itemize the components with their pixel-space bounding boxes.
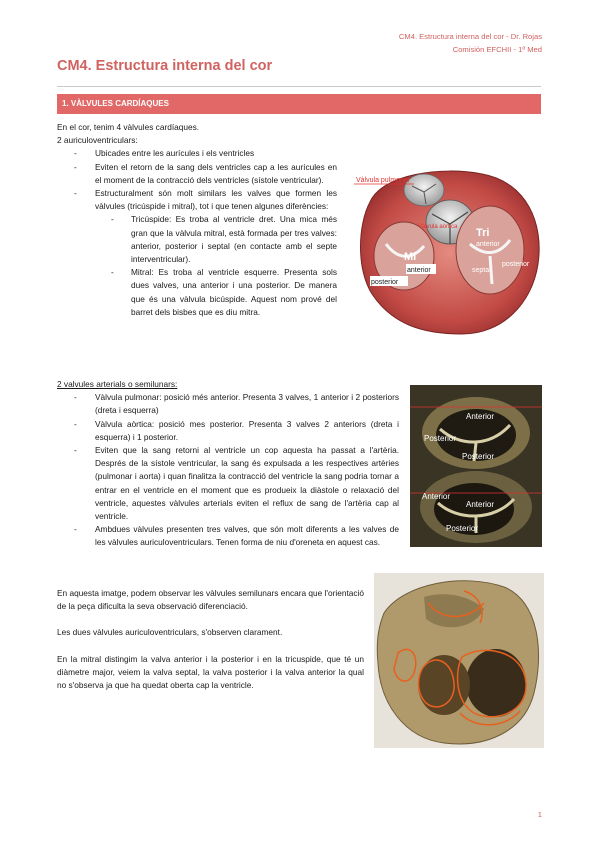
heart-valves-illustration bbox=[352, 164, 542, 336]
label-posterior-right: posterior bbox=[502, 261, 530, 268]
label-septal: septal bbox=[472, 267, 491, 274]
heart-valves-figure bbox=[352, 164, 542, 336]
paragraph: En la mitral distingim la valva anterior i la posterior i en la tricuspide, que té un diàmetre major, veiem la valva septal, la valva posterior i la valva anterior la qual no s'observa ja que ha quedat oberta cap la ventricle. bbox=[57, 653, 364, 691]
specimen-photo bbox=[374, 573, 544, 748]
label-posterior-left: posterior bbox=[371, 279, 399, 286]
semilunar-photo-illustration bbox=[410, 385, 542, 547]
av-sublist bbox=[57, 213, 337, 319]
label-tricuspid: Tri bbox=[476, 227, 490, 239]
running-header bbox=[399, 30, 542, 56]
label-posterior-3: Posterior bbox=[446, 524, 479, 533]
semilunar-valves-photo bbox=[410, 385, 542, 547]
title-divider bbox=[57, 86, 541, 87]
page-number: 1 bbox=[537, 810, 542, 819]
paragraph: En aquesta imatge, podem observar les vàlvules semilunars encara que l'orientació de la peça dificulta la seva observació diferenciació. bbox=[57, 588, 364, 612]
label-anterior-r: Anterior bbox=[466, 500, 495, 509]
list-item: - Vàlvula pulmonar: posició més anterior. Presenta 3 valves, 1 anterior i 2 posteriors (dreta i esquerra) bbox=[57, 391, 399, 417]
semilunar-heading: 2 valvules arterials o semilunars: bbox=[57, 379, 178, 389]
list-item: - Ambdues vàlvules presenten tres valves, que són molt diferents a les valves de les vàlvules auriculoventriculars. Tenen forma de niu d'oreneta en aquest cas. bbox=[57, 523, 399, 549]
list-item: - Vàlvula aòrtica: posició mes posterior. Presenta 3 valves 2 anteriors (dreta i esquerra) i 1 posterior. bbox=[57, 418, 399, 444]
header-line-1: CM4. Estructura interna del cor - Dr. Rojas bbox=[398, 32, 542, 41]
list-item: - Estructuralment són molt similars les valves que formen les vàlvules (tricúspide i mitral), tot i que tenen algunes diferències: bbox=[57, 187, 337, 213]
label-mitral: Mi bbox=[404, 251, 417, 263]
label-anterior-top: Anterior bbox=[466, 412, 495, 421]
page-title: CM4. Estructura interna del cor bbox=[57, 58, 273, 74]
semilunar-list bbox=[57, 391, 399, 549]
header-line-2: Comisión EFCHII - 1º Med bbox=[452, 45, 542, 54]
semilunar-section bbox=[57, 378, 399, 550]
list-item: - Tricúspide: Es troba al ventricle dret. Una mica més gran que la vàlvula mitral, està formada per tres valves: anterior, posterior i septal (en contacte amb el septe interventricular). bbox=[95, 213, 337, 266]
intro-text: En el cor, tenim 4 vàlvules cardíaques. bbox=[57, 122, 200, 132]
observations-section bbox=[57, 587, 364, 692]
list-item: - Mitral: Es troba al ventricle esquerre. Presenta sols dues valves, una anterior i una posterior. De manera que és una vàlvula bicúspide. Aquest nom prové del barret dels bisbes que es diu mitra. bbox=[95, 266, 337, 319]
label-pulmonary: Vàlvula pulmonar bbox=[356, 177, 411, 184]
label-anterior-l: Anterior bbox=[422, 492, 451, 501]
label-anterior-right: anterior bbox=[476, 241, 500, 248]
list-item: - Eviten que la sang retorni al ventricle un cop aquesta ha passat a l'artèria. Després de la sístole ventricular, la sang és expulsada a les respectives artèries (pulmonar i aorta) i quan finalitza la contracció del ventricle la sang podria tornar a entrar en el ventricle en el moment que es produeix la diàstole o relaxació del ventricle, aquestes vàlvules arterials eviten el reflux de sang de l'artèria cap al ventricle. bbox=[57, 444, 399, 523]
section-heading: 1. VÀLVULES CARDÍAQUES bbox=[57, 94, 541, 114]
label-posterior-1: Posterior bbox=[424, 434, 457, 443]
av-section bbox=[57, 121, 337, 319]
av-heading: 2 auriculoventriculars: bbox=[57, 135, 138, 146]
label-anterior-left: anterior bbox=[407, 267, 431, 274]
specimen-photo-illustration bbox=[374, 573, 544, 748]
label-aortic: Vàlvula aòrtica bbox=[418, 224, 458, 230]
label-posterior-2: Posterior bbox=[462, 452, 495, 461]
list-item: - Ubicades entre les aurícules i els ventricles bbox=[57, 147, 337, 160]
av-list bbox=[57, 147, 337, 213]
list-item: - Eviten el retorn de la sang dels ventricles cap a les aurícules en el moment de la contracció dels ventricles (sístole ventricular). bbox=[57, 161, 337, 187]
paragraph: Les dues vàlvules auriculoventriculars, s'observen clarament. bbox=[57, 627, 283, 638]
